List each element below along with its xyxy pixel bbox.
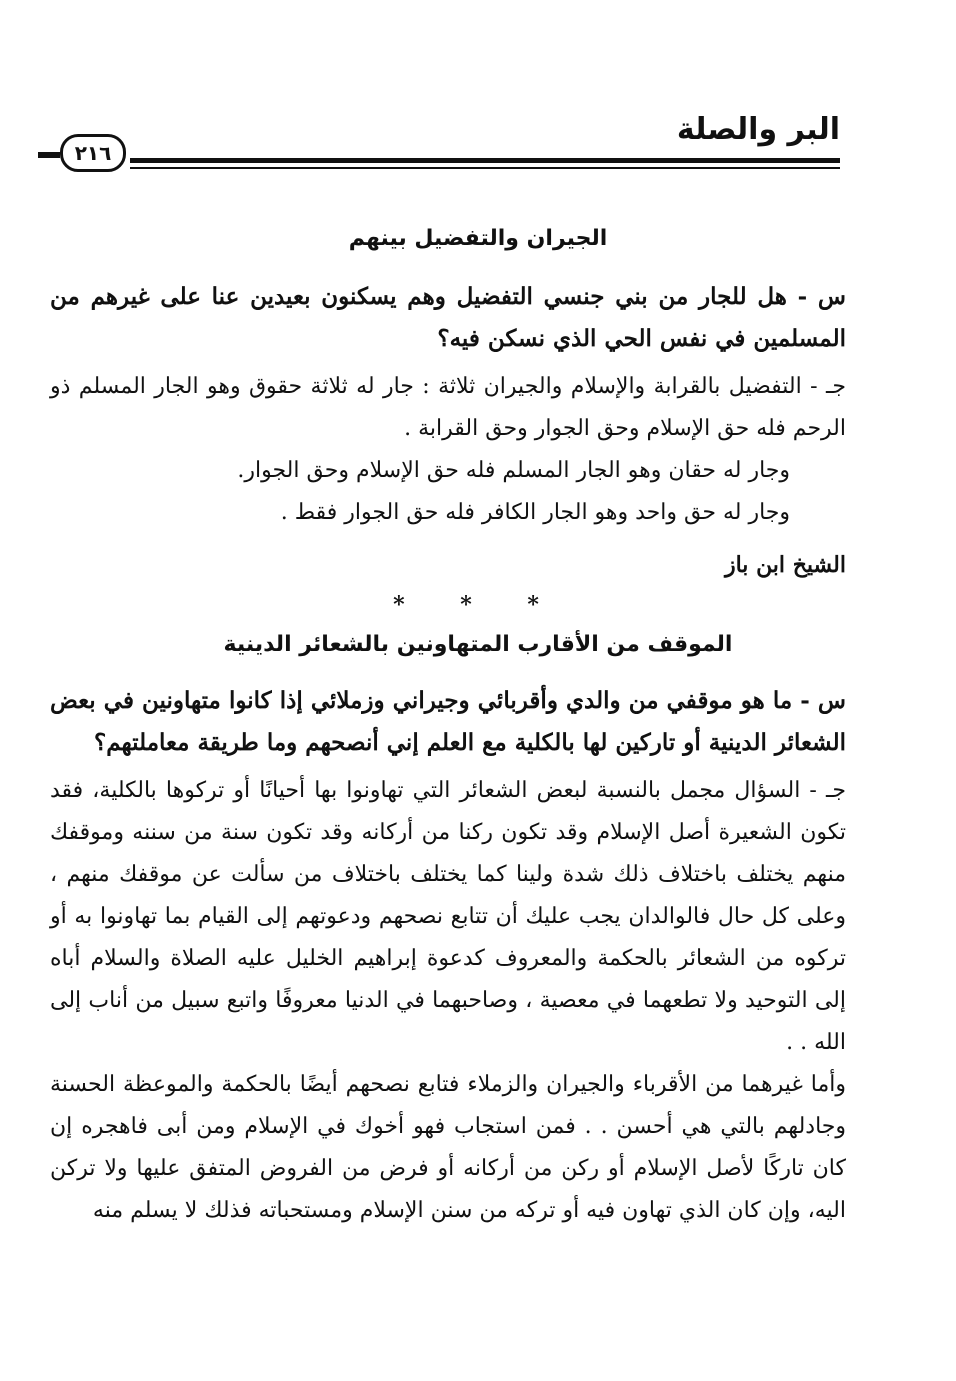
page-number: ٢١٦: [60, 134, 126, 172]
section2-answer-paragraph-2: وأما غيرهما من الأقرباء والجيران والزملاء فتابع نصحهم أيضًا بالحكمة والموعظة الحسنة وجادلهم بالتي هي أحسن . . فمن استجاب فهو أخوك في الإسلام ومن أبى فاهجره إن كان تاركًا لأصل الإسلام أو ركن من أركانه أو فرض من الفروض المتفق عليها ولا تركن اليه، وإن كان الذي تهاون فيه أو تركه من سنن الإسلام ومستحباته فذلك لا يسلم منه: [50, 1072, 846, 1223]
section2-question: [50, 680, 846, 764]
section1-answer-line-2: وجار له حقان وهو الجار المسلم فله حق الإسلام وحق الجوار.: [237, 458, 790, 483]
section1-question: [50, 276, 846, 360]
page-number-dash: [38, 152, 60, 158]
section1-signature: الشيخ ابن باز: [724, 552, 846, 578]
section1-answer-line-1: جـ - التفضيل بالقرابة والإسلام والجيران ثلاثة : جار له ثلاثة حقوق وهو الجار المسلم ذو الرحم فله حق الإسلام وحق الجوار وحق القرابة .: [50, 374, 846, 441]
section1-question-text: س - هل للجار من بني جنسي التفضيل وهم يسكنون بعيدين عنا على غيرهم من المسلمين في نفس الحي الذي نسكن فيه؟: [50, 283, 846, 352]
header-rule-thick: [130, 158, 840, 163]
header-title: البر والصلة: [676, 112, 840, 147]
section2-question-text: س - ما هو موقفي من والدي وأقربائي وجيراني وزملائي إذا كانوا متهاونين في بعض الشعائر الدينية أو تاركين لها بالكلية مع العلم إني أنصحهم وما طريقة معاملتهم؟: [50, 687, 846, 756]
section2-heading: الموقف من الأقارب المتهاونين بالشعائر الدينية: [223, 632, 733, 657]
page-header: [40, 112, 840, 172]
section1-answer: [50, 366, 846, 534]
section1-heading: الجيران والتفضيل بينهم: [348, 226, 608, 251]
section2-answer-paragraph-1: جـ - السؤال مجمل بالنسبة لبعض الشعائر التي تهاونوا بها أحيانًا أو تركوها بالكلية، فقد تكون الشعيرة أصل الإسلام وقد تكون ركنا من أركانه وقد تكون سنة من سننه وموقفك منهم يختلف باختلاف ذلك شدة ولينا كما يختلف باختلاف من سألت عن موقفك منهم ، وعلى كل حال فالوالدان يجب عليك أن تتابع نصحهم ودعوتهم إلى القيام بما تهاونوا به أو تركوه من الشعائر بالحكمة والمعروف كدعوة إبراهيم الخليل عليه الصلاة والسلام أباه إلى التوحيد ولا تطعهما في معصية ، وصاحبهما في الدنيا معروفًا واتبع سبيل من أناب إلى الله . .: [50, 778, 846, 1055]
header-rule-thin: [130, 167, 840, 169]
section2-answer: [50, 770, 846, 1232]
section1-answer-line-3: وجار له حق واحد وهو الجار الكافر فله حق الجوار فقط .: [280, 500, 790, 525]
section-separator: * * *: [393, 592, 563, 618]
